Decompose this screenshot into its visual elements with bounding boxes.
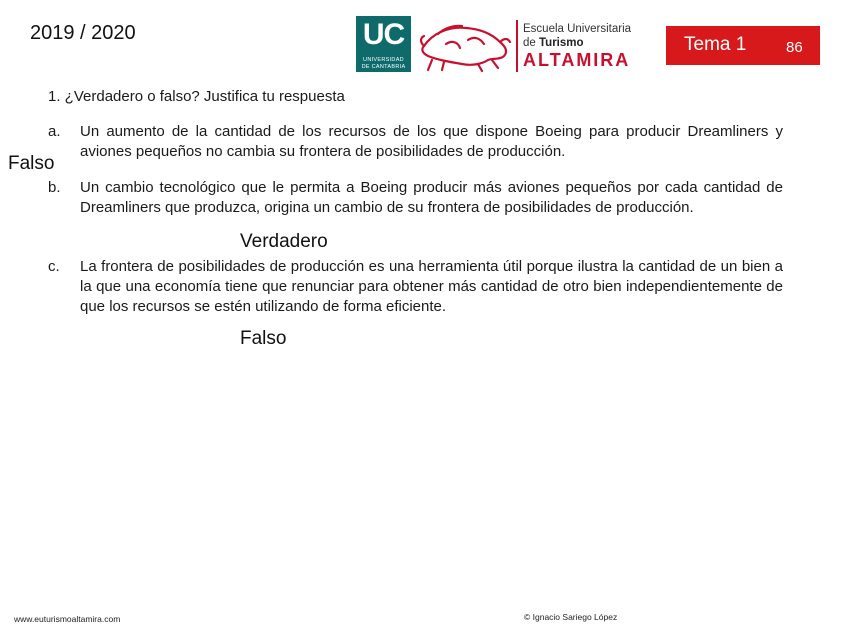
school-name-altamira: ALTAMIRA: [523, 50, 631, 70]
school-divider: [516, 20, 518, 72]
school-name-bold: Turismo: [539, 37, 584, 49]
uc-logo: [356, 16, 411, 72]
footer-copyright: © Ignacio Sariego López: [524, 612, 618, 622]
item-text: Un aumento de la cantidad de los recursos de los que dispone Boeing para producir Dreamliners y aviones pequeños no cambia su frontera de posibilidades de producción.: [80, 123, 783, 160]
school-name-line1: Escuela Universitaria: [523, 23, 632, 35]
uc-logo-letters: UC: [362, 18, 405, 51]
answer-b: Verdadero: [240, 231, 328, 252]
answer-a: Falso: [8, 153, 55, 174]
list-item-c: [48, 257, 783, 317]
school-name-prefix: de: [523, 37, 536, 49]
item-marker: c.: [48, 258, 60, 275]
item-text: Un cambio tecnológico que le permita a Boeing producir más aviones pequeños por cada cantidad de Dreamliners que produzca, origina un cambio de su frontera de posibilidades de producción.: [80, 179, 783, 216]
list-item-a: [48, 122, 783, 162]
tema-label: Tema 1: [684, 34, 747, 55]
question-title: 1. ¿Verdadero o falso? Justifica tu respuesta: [48, 88, 345, 105]
bison-logo-icon: [418, 16, 512, 72]
uc-logo-line1: UNIVERSIDAD: [363, 57, 404, 63]
uc-logo-line2: DE CANTABRIA: [361, 64, 406, 70]
list-item-b: [48, 178, 783, 218]
item-marker: a.: [48, 123, 61, 140]
slide-number: 86: [786, 39, 803, 56]
academic-year: 2019 / 2020: [30, 22, 136, 44]
item-marker: b.: [48, 179, 61, 196]
school-name-line2: [523, 37, 584, 49]
answer-c: Falso: [240, 328, 287, 349]
item-text: La frontera de posibilidades de producción es una herramienta útil porque ilustra la cantidad de un bien a la que una economía tiene que renunciar para obtener más cantidad de otro bien independientemente de que los recursos se estén utilizando de forma eficiente.: [80, 258, 783, 315]
footer-website: www.euturismoaltamira.com: [14, 614, 121, 624]
tema-badge: [666, 26, 820, 65]
